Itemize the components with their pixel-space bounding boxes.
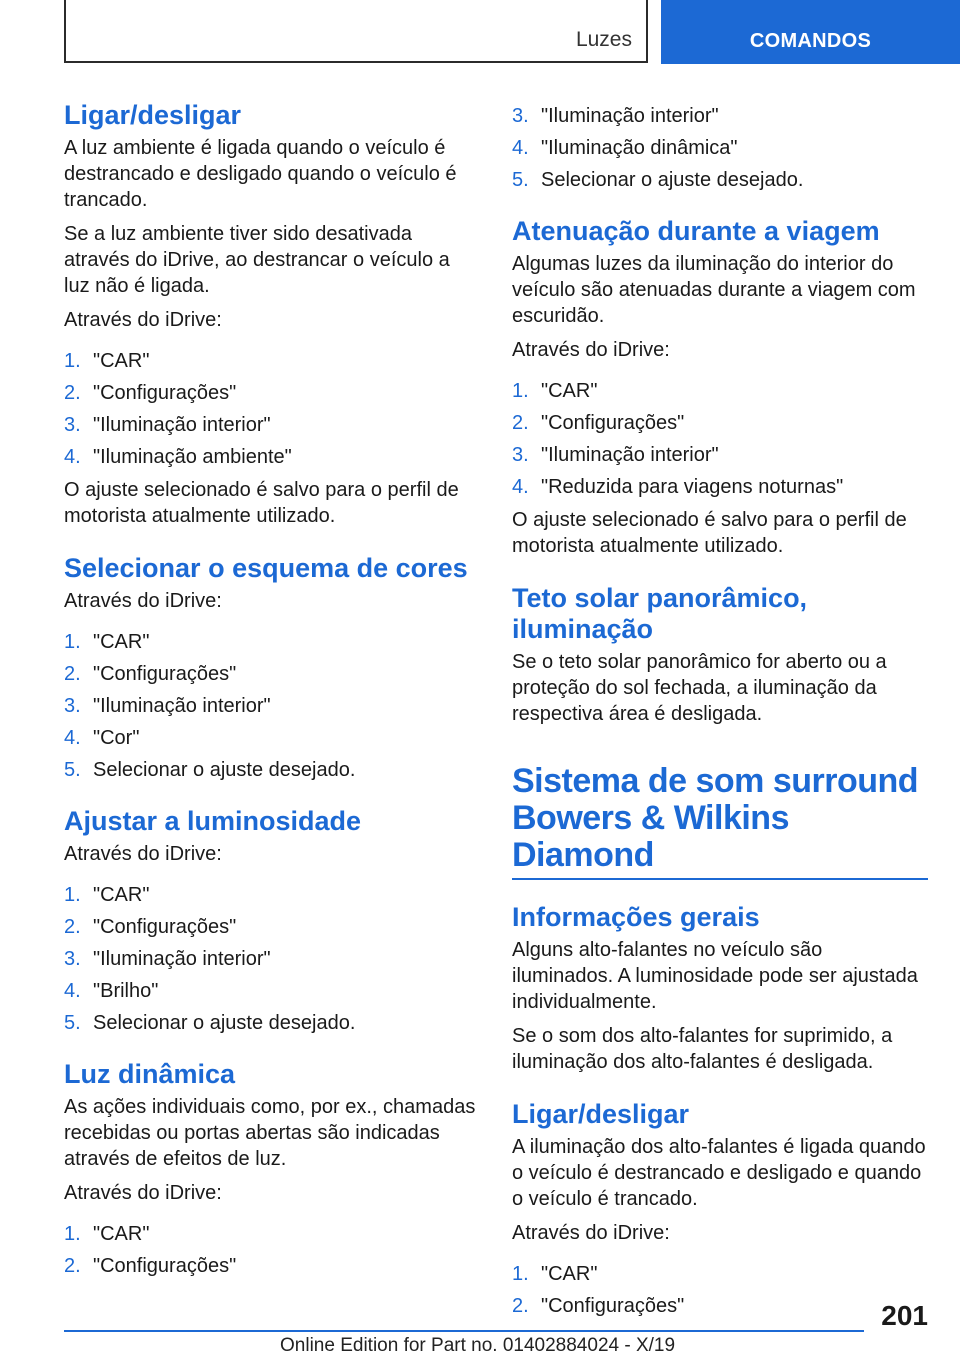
section-title: Informações gerais <box>512 902 760 932</box>
step-item: 5. Selecionar o ajuste desejado. <box>64 1012 356 1034</box>
paragraph: Alguns alto-falantes no veículo são iluminados. A luminosidade pode ser ajustada individualmente. <box>512 939 918 1013</box>
step-item: 3. "Iluminação interior" <box>64 695 271 717</box>
step-item: 2. "Configurações" <box>64 663 237 685</box>
step-item: 5. Selecionar o ajuste desejado. <box>64 759 356 781</box>
page-header <box>0 0 960 66</box>
paragraph: Se a luz ambiente tiver sido desativada através do iDrive, ao destrancar o veículo a luz não é ligada. <box>64 223 450 297</box>
steps-list <box>512 1258 928 1322</box>
paragraph: A iluminação dos alto-falantes é ligada quando o veículo é destrancado e desligado e quando o veículo é trancado. <box>512 1136 926 1210</box>
paragraph: Algumas luzes da iluminação do interior do veículo são atenuadas durante a viagem com escuridão. <box>512 253 916 327</box>
step-item: 1. "CAR" <box>64 350 150 372</box>
page-number: 201 <box>881 1300 928 1331</box>
paragraph: Através do iDrive: <box>64 590 222 612</box>
section-title: Ligar/desligar <box>512 1099 690 1129</box>
paragraph: A luz ambiente é ligada quando o veículo é destrancado e desligado quando o veículo é trancado. <box>64 137 457 211</box>
left-column <box>64 100 480 1286</box>
paragraph: Se o teto solar panorâmico for aberto ou a proteção do sol fechada, a iluminação da respectiva área é desligada. <box>512 651 887 725</box>
step-item: 5. Selecionar o ajuste desejado. <box>512 169 804 191</box>
chapter-title: Luzes <box>575 28 632 51</box>
step-item: 3. "Iluminação interior" <box>512 444 719 466</box>
step-item: 3. "Iluminação interior" <box>64 414 271 436</box>
step-item: 4. "Iluminação ambiente" <box>64 446 292 468</box>
section-title: Selecionar o esquema de cores <box>64 553 468 583</box>
paragraph: Através do iDrive: <box>64 843 222 865</box>
paragraph: Se o som dos alto-falantes for suprimido, a iluminação dos alto-falantes é desligada. <box>512 1025 893 1073</box>
step-item: 2. "Configurações" <box>64 1255 237 1277</box>
step-item: 2. "Configurações" <box>64 916 237 938</box>
paragraph: As ações individuais como, por ex., chamadas recebidas ou portas abertas são indicadas através de efeitos de luz. <box>64 1096 476 1170</box>
paragraph: O ajuste selecionado é salvo para o perfil de motorista atualmente utilizado. <box>64 479 459 527</box>
step-item: 1. "CAR" <box>64 1223 150 1245</box>
step-item: 2. "Configurações" <box>512 1295 685 1317</box>
step-item: 2. "Configurações" <box>512 412 685 434</box>
step-item: 4. "Reduzida para viagens noturnas" <box>512 476 844 498</box>
footer-edition: Online Edition for Part no. 01402884024 - X/19 <box>280 1335 676 1356</box>
steps-list <box>64 879 480 1039</box>
steps-list <box>512 100 928 196</box>
paragraph: Através do iDrive: <box>64 309 222 331</box>
step-item: 4. "Cor" <box>64 727 140 749</box>
step-item: 2. "Configurações" <box>64 382 237 404</box>
step-item: 4. "Brilho" <box>64 980 159 1002</box>
step-item: 4. "Iluminação dinâmica" <box>512 137 738 159</box>
section-title: Ligar/desligar <box>64 100 242 130</box>
section-tab: COMANDOS <box>661 0 960 64</box>
steps-list <box>512 375 928 503</box>
chapter-heading: Sistema de som surround Bowers & Wilkins Diamond <box>512 763 928 880</box>
steps-list <box>64 1218 480 1282</box>
section-title: Ajustar a luminosidade <box>64 806 362 836</box>
paragraph: Através do iDrive: <box>64 1182 222 1204</box>
step-item: 3. "Iluminação interior" <box>512 105 719 127</box>
paragraph: Através do iDrive: <box>512 1222 670 1244</box>
section-title: Atenuação durante a viagem <box>512 216 880 246</box>
step-item: 1. "CAR" <box>64 631 150 653</box>
step-item: 1. "CAR" <box>512 380 598 402</box>
section-title: Teto solar panorâmico, iluminação <box>512 583 808 644</box>
step-item: 1. "CAR" <box>64 884 150 906</box>
step-item: 1. "CAR" <box>512 1263 598 1285</box>
right-column <box>512 100 928 1326</box>
steps-list <box>64 345 480 473</box>
paragraph: Através do iDrive: <box>512 339 670 361</box>
footer-divider <box>64 1330 864 1332</box>
paragraph: O ajuste selecionado é salvo para o perfil de motorista atualmente utilizado. <box>512 509 907 557</box>
section-title: Luz dinâmica <box>64 1059 236 1089</box>
chapter-tab <box>64 0 648 63</box>
steps-list <box>64 626 480 786</box>
step-item: 3. "Iluminação interior" <box>64 948 271 970</box>
